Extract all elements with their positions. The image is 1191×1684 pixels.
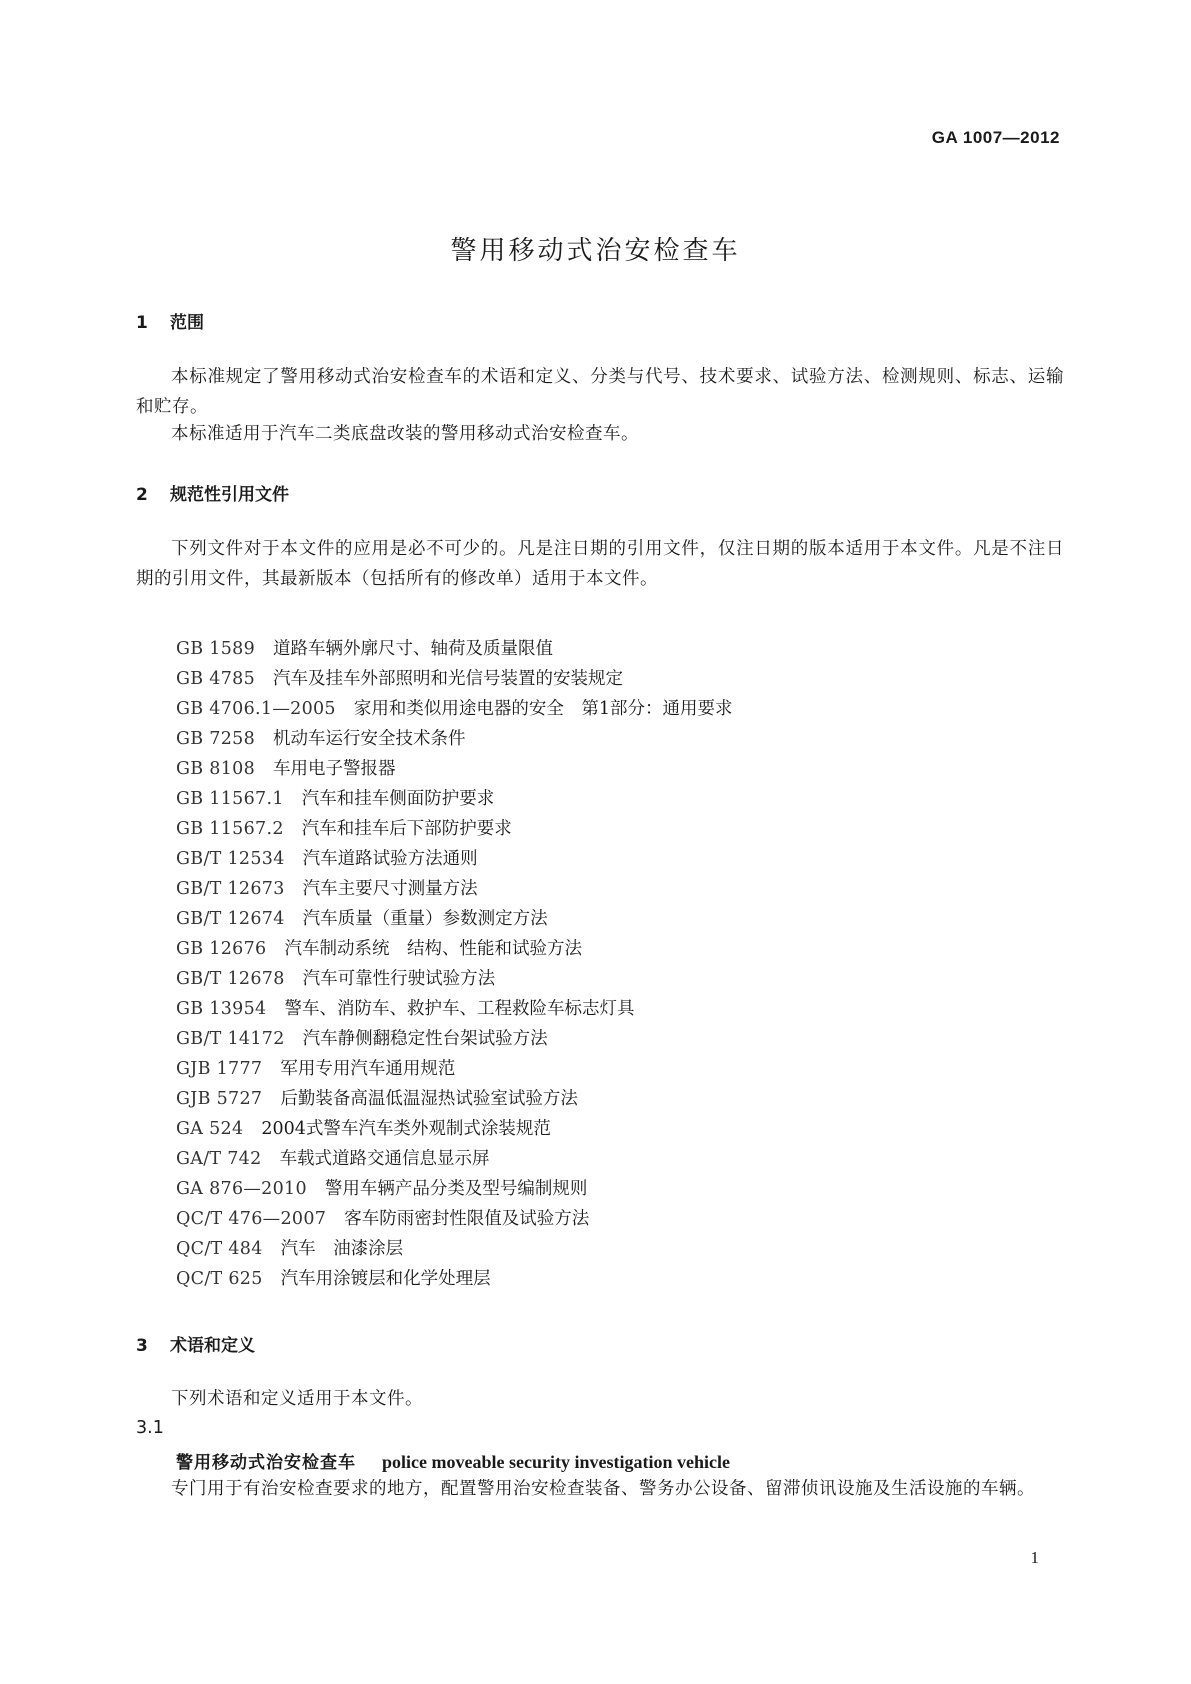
reference-item bbox=[176, 664, 733, 694]
term-english: police moveable security investigation vehicle bbox=[382, 1452, 730, 1472]
reference-item bbox=[176, 1174, 733, 1204]
reference-code: GA/T 742 bbox=[176, 1149, 262, 1169]
reference-title: 汽车质量（重量）参数测定方法 bbox=[302, 909, 548, 929]
reference-title: 汽车静侧翻稳定性台架试验方法 bbox=[302, 1029, 548, 1049]
section-1-paragraph-1: 本标准规定了警用移动式治安检查车的术语和定义、分类与代号、技术要求、试验方法、检测规则、标志、运输和贮存。 bbox=[136, 367, 1064, 417]
reference-code: GB 1589 bbox=[176, 639, 256, 659]
reference-title: 机动车运行安全技术条件 bbox=[273, 729, 466, 749]
reference-title: 2004式警车汽车类外观制式涂装规范 bbox=[261, 1119, 551, 1139]
reference-title: 汽车和挂车侧面防护要求 bbox=[301, 789, 495, 809]
reference-code: GB 11567.2 bbox=[176, 819, 284, 839]
reference-title: 汽车可靠性行驶试验方法 bbox=[302, 969, 496, 989]
section-2-paragraph-1: 下列文件对于本文件的应用是必不可少的。凡是注日期的引用文件，仅注日期的版本适用于本文件。凡是不注日期的引用文件，其最新版本（包括所有的修改单）适用于本文件。 bbox=[136, 539, 1064, 589]
term-chinese: 警用移动式治安检查车 bbox=[176, 1453, 356, 1473]
section-3-paragraph-1: 下列术语和定义适用于本文件。 bbox=[171, 1389, 423, 1409]
reference-title: 警用车辆产品分类及型号编制规则 bbox=[324, 1179, 588, 1199]
reference-title: 汽车和挂车后下部防护要求 bbox=[301, 819, 512, 839]
reference-code: GB 13954 bbox=[176, 999, 267, 1019]
reference-title: 汽车主要尺寸测量方法 bbox=[302, 879, 478, 899]
reference-title: 汽车及挂车外部照明和光信号装置的安装规定 bbox=[273, 669, 624, 689]
reference-title: 客车防雨密封性限值及试验方法 bbox=[344, 1209, 590, 1229]
reference-item bbox=[176, 1264, 733, 1294]
page-number: 1 bbox=[1030, 1548, 1039, 1567]
reference-code: GB/T 14172 bbox=[176, 1029, 285, 1049]
reference-title: 车用电子警报器 bbox=[273, 759, 396, 779]
reference-code: GB/T 12674 bbox=[176, 909, 285, 929]
reference-title: 汽车制动系统 结构、性能和试验方法 bbox=[284, 939, 582, 959]
reference-title: 家用和类似用途电器的安全 第1部分：通用要求 bbox=[353, 699, 733, 719]
normative-reference-list bbox=[176, 634, 733, 1294]
reference-item bbox=[176, 1054, 733, 1084]
reference-item bbox=[176, 844, 733, 874]
reference-title: 军用专用汽车通用规范 bbox=[280, 1059, 456, 1079]
reference-item bbox=[176, 994, 733, 1024]
reference-item bbox=[176, 934, 733, 964]
reference-code: QC/T 476—2007 bbox=[176, 1209, 327, 1229]
section-title: 术语和定义 bbox=[170, 1336, 255, 1356]
reference-code: GB 8108 bbox=[176, 759, 256, 779]
reference-item bbox=[176, 634, 733, 664]
reference-code: GJB 5727 bbox=[176, 1089, 263, 1109]
section-2-heading bbox=[136, 480, 289, 505]
reference-item bbox=[176, 964, 733, 994]
reference-code: GB 4706.1—2005 bbox=[176, 699, 336, 719]
reference-title: 后勤装备高温低温湿热试验室试验方法 bbox=[280, 1089, 578, 1109]
reference-title: 车载式道路交通信息显示屏 bbox=[279, 1149, 490, 1169]
section-title: 规范性引用文件 bbox=[170, 485, 289, 505]
term-definition: 专门用于有治安检查要求的地方，配置警用治安检查装备、警务办公设备、留滞侦讯设施及生活设施的车辆。 bbox=[171, 1479, 1035, 1499]
reference-item bbox=[176, 1144, 733, 1174]
reference-item bbox=[176, 1204, 733, 1234]
reference-item bbox=[176, 1024, 733, 1054]
term-heading bbox=[176, 1448, 730, 1473]
section-number: 3 bbox=[136, 1336, 148, 1356]
reference-title: 汽车用涂镀层和化学处理层 bbox=[280, 1269, 491, 1289]
reference-item bbox=[176, 874, 733, 904]
reference-item bbox=[176, 904, 733, 934]
reference-code: GJB 1777 bbox=[176, 1059, 263, 1079]
reference-item bbox=[176, 1084, 733, 1114]
reference-code: GB/T 12673 bbox=[176, 879, 285, 899]
section-1-paragraph-2: 本标准适用于汽车二类底盘改装的警用移动式治安检查车。 bbox=[171, 424, 639, 444]
reference-code: GA 524 bbox=[176, 1119, 244, 1139]
reference-item bbox=[176, 754, 733, 784]
section-1-heading bbox=[136, 308, 204, 333]
reference-code: GB 4785 bbox=[176, 669, 256, 689]
reference-item bbox=[176, 814, 733, 844]
reference-item bbox=[176, 724, 733, 754]
term-number: 3.1 bbox=[136, 1418, 164, 1438]
reference-title: 警车、消防车、救护车、工程救险车标志灯具 bbox=[284, 999, 635, 1019]
reference-code: GB 7258 bbox=[176, 729, 256, 749]
reference-title: 汽车道路试验方法通则 bbox=[302, 849, 478, 869]
section-number: 2 bbox=[136, 485, 148, 505]
section-title: 范围 bbox=[170, 313, 204, 333]
reference-item bbox=[176, 694, 733, 724]
reference-code: QC/T 625 bbox=[176, 1269, 263, 1289]
reference-item bbox=[176, 784, 733, 814]
reference-title: 汽车 油漆涂层 bbox=[280, 1239, 404, 1259]
section-number: 1 bbox=[136, 313, 148, 333]
reference-code: GB/T 12534 bbox=[176, 849, 285, 869]
reference-title: 道路车辆外廓尺寸、轴荷及质量限值 bbox=[273, 639, 554, 659]
document-title: 警用移动式治安检查车 bbox=[450, 236, 741, 266]
reference-code: GB/T 12678 bbox=[176, 969, 285, 989]
reference-item bbox=[176, 1234, 733, 1264]
reference-code: GA 876—2010 bbox=[176, 1179, 307, 1199]
section-3-heading bbox=[136, 1331, 255, 1356]
standard-code: GA 1007—2012 bbox=[931, 128, 1060, 147]
reference-item bbox=[176, 1114, 733, 1144]
reference-code: GB 12676 bbox=[176, 939, 267, 959]
reference-code: QC/T 484 bbox=[176, 1239, 263, 1259]
reference-code: GB 11567.1 bbox=[176, 789, 284, 809]
